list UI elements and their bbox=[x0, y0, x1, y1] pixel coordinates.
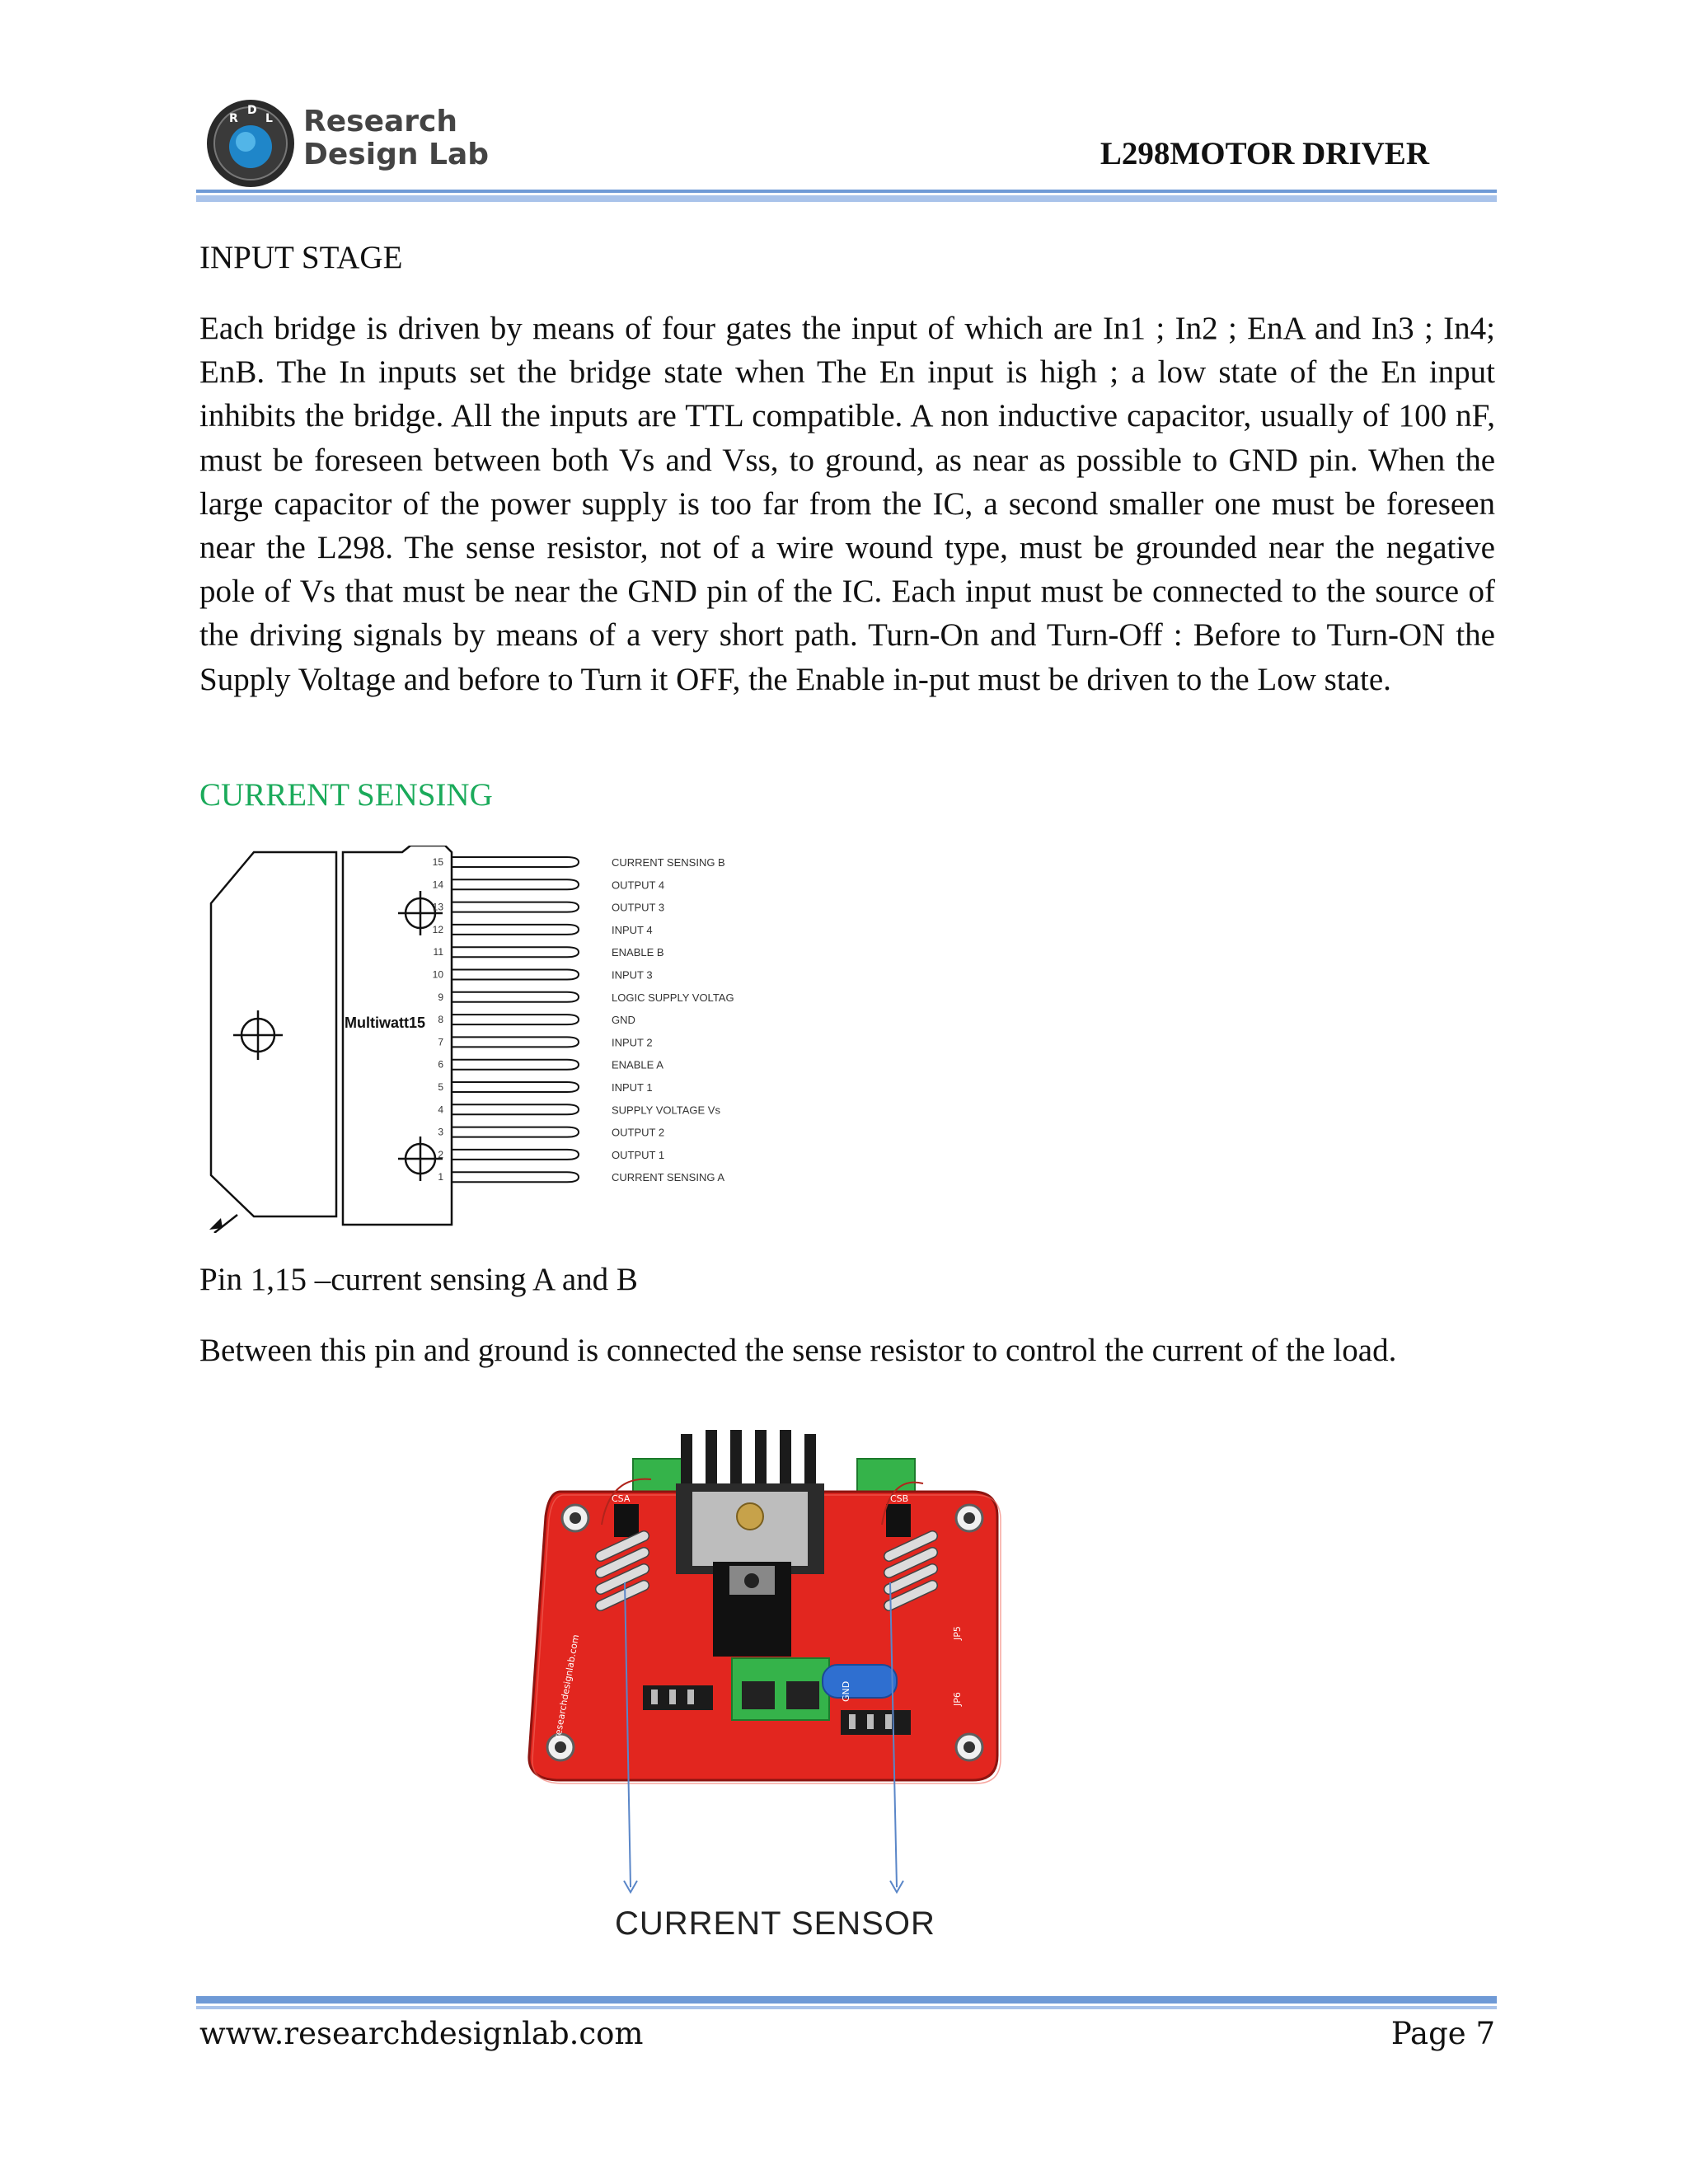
silkscreen-jp6: JP6 bbox=[952, 1692, 963, 1706]
pin-number: 5 bbox=[438, 1081, 443, 1093]
pin-lead bbox=[452, 1015, 579, 1024]
pin-row bbox=[438, 1059, 663, 1071]
pin-lead bbox=[452, 1150, 579, 1160]
pin-number: 2 bbox=[438, 1148, 443, 1160]
header-rule bbox=[196, 190, 1497, 193]
pin-label: OUTPUT 4 bbox=[612, 879, 665, 892]
pin-label: OUTPUT 3 bbox=[612, 901, 665, 914]
pin-row bbox=[438, 1014, 635, 1026]
pin-row bbox=[438, 1127, 664, 1139]
footer-rule bbox=[196, 1996, 1497, 2004]
pin-lead bbox=[452, 1127, 579, 1137]
silkscreen-jp5: JP5 bbox=[952, 1626, 963, 1640]
pin-label: CURRENT SENSING B bbox=[612, 856, 725, 869]
pin-number: 11 bbox=[433, 946, 443, 958]
pin-number: 9 bbox=[438, 991, 443, 1003]
pin-number: 8 bbox=[438, 1014, 443, 1026]
silkscreen-gnd: GND bbox=[841, 1680, 851, 1702]
pin-number: 13 bbox=[432, 901, 443, 913]
logo-letter-r: R bbox=[229, 112, 238, 125]
header-rule-secondary bbox=[196, 195, 1497, 202]
pin-lead bbox=[452, 1037, 579, 1047]
pin-lead bbox=[452, 925, 579, 935]
pin-number: 4 bbox=[438, 1104, 443, 1116]
pin-label: GND bbox=[612, 1014, 635, 1027]
current-sensor-annotation: CURRENT SENSOR bbox=[615, 1905, 935, 1942]
pinout-diagram bbox=[204, 846, 781, 1233]
logo-letter-d: D bbox=[247, 104, 257, 117]
document-title: L298MOTOR DRIVER bbox=[1100, 136, 1429, 171]
silkscreen-url: researchdesignlab.com bbox=[552, 1633, 582, 1740]
pin-lead bbox=[452, 902, 579, 912]
pin-lead bbox=[452, 970, 579, 980]
input-stage-heading: INPUT STAGE bbox=[199, 240, 403, 275]
pin-lead bbox=[452, 1082, 579, 1092]
pin-label: CURRENT SENSING A bbox=[612, 1171, 725, 1184]
pin-label: OUTPUT 1 bbox=[612, 1148, 665, 1161]
pin-number: 7 bbox=[438, 1036, 443, 1048]
pin-row bbox=[433, 879, 664, 891]
pin-row bbox=[438, 1104, 720, 1116]
input-stage-paragraph: Each bridge is driven by means of four gates the input of which are In1 ; In2 ; EnA and In3 ; In4; EnB. The In inputs set the bridge state when The En input is high ; a low state of the En input inhibits the bridge. All the inputs are TTL compatible. A non inductive capacitor, usually of 100 nF, must be foreseen between both Vs and Vss, to ground, as near as possible to GND pin. When the large capacitor of the power supply is too far from the IC, a second smaller one must be foreseen near the L298. The sense resistor, not of a wire wound type, must be grounded near the negative pole of Vs that must be near the GND pin of the IC. Each input must be connected to the source of the driving signals by means of a very short path. Turn-On and Turn-Off : Before to Turn-ON the Supply Voltage and before to Turn it OFF, the Enable in-put must be driven to the Low state. bbox=[199, 311, 1495, 697]
pin-lead bbox=[452, 1172, 579, 1182]
silkscreen-csb: CSB bbox=[890, 1493, 909, 1504]
pin-label: INPUT 2 bbox=[612, 1036, 653, 1049]
pin-label: INPUT 1 bbox=[612, 1081, 653, 1094]
rdl-logo bbox=[204, 97, 297, 190]
pin-row bbox=[433, 924, 653, 936]
pin-lead bbox=[452, 992, 579, 1002]
pin-label: ENABLE B bbox=[612, 946, 664, 959]
pin-lead bbox=[452, 947, 579, 957]
logo-letter-l: L bbox=[265, 112, 273, 125]
pin-caption: Pin 1,15 –current sensing A and B bbox=[199, 1262, 638, 1297]
pin-row bbox=[438, 1081, 652, 1094]
current-sensing-heading: CURRENT SENSING bbox=[199, 777, 493, 813]
pin-number: 6 bbox=[438, 1058, 443, 1071]
brand-line2: Design Lab bbox=[303, 138, 489, 171]
footer-website-link[interactable]: www.researchdesignlab.com bbox=[199, 2016, 644, 2051]
pin-row bbox=[438, 1149, 664, 1161]
pin-number: 1 bbox=[438, 1171, 443, 1183]
pin-label: OUTPUT 2 bbox=[612, 1126, 665, 1139]
pin-row bbox=[433, 856, 725, 869]
pin-label: SUPPLY VOLTAGE Vs bbox=[612, 1104, 720, 1117]
pin-label: ENABLE A bbox=[612, 1058, 663, 1071]
footer-rule-secondary bbox=[196, 2006, 1497, 2009]
pin-number: 3 bbox=[438, 1126, 443, 1138]
pin-lead bbox=[452, 1060, 579, 1070]
pin-lead bbox=[452, 857, 579, 867]
pin-number: 10 bbox=[432, 968, 443, 981]
pin-row bbox=[438, 991, 734, 1004]
motor-driver-board-photo bbox=[313, 1393, 1014, 1986]
current-sensing-paragraph: Between this pin and ground is connected the sense resistor to control the current of the load. bbox=[199, 1333, 1397, 1368]
pin-row bbox=[433, 969, 653, 982]
page-number: Page 7 bbox=[1390, 2016, 1495, 2051]
pin-label: INPUT 4 bbox=[612, 923, 653, 936]
pin-number: 15 bbox=[432, 856, 443, 868]
pin-lead bbox=[452, 1104, 579, 1114]
pin-label: LOGIC SUPPLY VOLTAG bbox=[612, 991, 734, 1004]
pin-lead bbox=[452, 879, 579, 889]
pin-label: INPUT 3 bbox=[612, 968, 653, 982]
pin-number: 12 bbox=[432, 923, 443, 935]
pin-row bbox=[438, 1171, 724, 1183]
package-label: Multiwatt15 bbox=[345, 1015, 426, 1031]
brand-line1: Research bbox=[303, 105, 457, 138]
silkscreen-csa: CSA bbox=[612, 1493, 631, 1504]
pin-row bbox=[438, 1036, 652, 1048]
pin-row bbox=[434, 946, 664, 958]
pin-row bbox=[433, 902, 664, 914]
pin-number: 14 bbox=[432, 879, 443, 891]
